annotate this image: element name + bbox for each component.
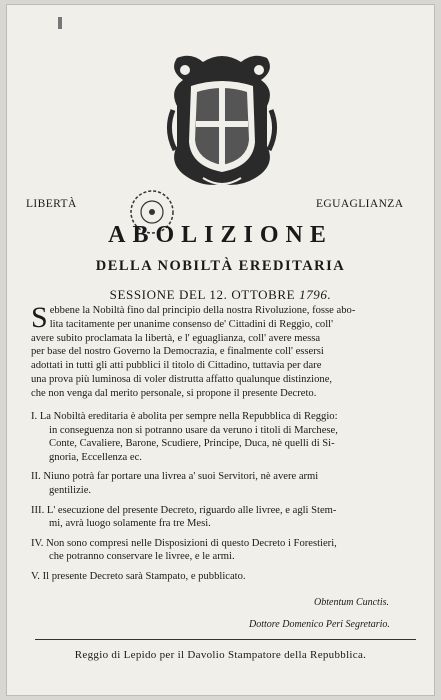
article-line: gentilizie.	[49, 484, 92, 496]
article-line: V. Il presente Decreto sarà Stampato, e pubblicato.	[31, 570, 246, 582]
preamble-line: adottati in tutti gli atti pubblici il titolo di Cittadino, tuttavia per dare	[31, 360, 322, 372]
article-line: Conte, Cavaliere, Barone, Scudiere, Principe, Duca, nè quelli di Si-	[49, 438, 335, 450]
preamble-line: lita tacitamente per unanime consenso de' Cittadini di Reggio, coll'	[49, 318, 333, 330]
preamble-line: che non venga dal merito personale, si propone il presente Decreto.	[31, 387, 317, 399]
motto-eguaglianza: EGUAGLIANZA	[316, 198, 404, 210]
signature-secretary: Dottore Domenico Peri Segretario.	[249, 619, 390, 630]
articles-list	[31, 410, 421, 590]
preamble-line: per base del nostro Governo la Democrazia, e finalmente coll' essersi	[31, 346, 324, 358]
coat-of-arms-emblem	[163, 50, 281, 190]
preamble-line: una prova più luminosa di voler distrutta affatto qualunque distinzione,	[31, 373, 333, 385]
article-line: I. La Nobiltà ereditaria è abolita per sempre nella Repubblica di Reggio:	[31, 411, 338, 422]
article-4	[31, 537, 421, 564]
preamble-line: avere subito proclamata la libertà, e l' eguaglianza, coll' avere messa	[31, 332, 321, 344]
article-line: che potranno conservare le livree, e le armi.	[49, 551, 235, 563]
session-date	[0, 287, 441, 303]
motto-liberta: LIBERTÀ	[26, 198, 77, 210]
staple-mark	[58, 17, 62, 29]
preamble-line: ebbene la Nobiltà fino dal principio della nostra Rivoluzione, fosse abo-	[49, 305, 356, 316]
article-line: IV. Non sono compresi nelle Disposizioni di questo Decreto i Forestieri,	[31, 537, 337, 549]
article-1	[31, 410, 421, 464]
article-line: III. L' esecuzione del presente Decreto, riguardo alle livree, e agli Stem-	[31, 504, 337, 516]
session-text: SESSIONE DEL 12. OTTOBRE	[109, 287, 296, 302]
article-5	[31, 570, 421, 584]
article-line: mi, avrà luogo solamente fra tre Mesi.	[49, 518, 211, 530]
article-3	[31, 504, 421, 531]
article-line: gnoria, Eccellenza ec.	[49, 451, 142, 463]
page-subtitle: DELLA NOBILTÀ EREDITARIA	[95, 258, 346, 274]
page-title: ABOLIZIONE	[108, 222, 333, 248]
article-line: II. Niuno potrà far portare una livrea a' suoi Servitori, nè avere armi	[31, 471, 319, 483]
article-line: in conseguenza non si potranno usare da veruno i titoli di Marchese,	[49, 424, 338, 436]
dropcap: S	[31, 301, 48, 334]
printer-imprint: Reggio di Lepido per il Davolio Stampatore della Repubblica.	[74, 649, 367, 661]
preamble	[31, 301, 421, 401]
signature-obtentum: Obtentum Cunctis.	[314, 597, 389, 608]
divider	[35, 639, 416, 640]
article-2	[31, 470, 421, 497]
session-year: 1796.	[299, 287, 332, 302]
